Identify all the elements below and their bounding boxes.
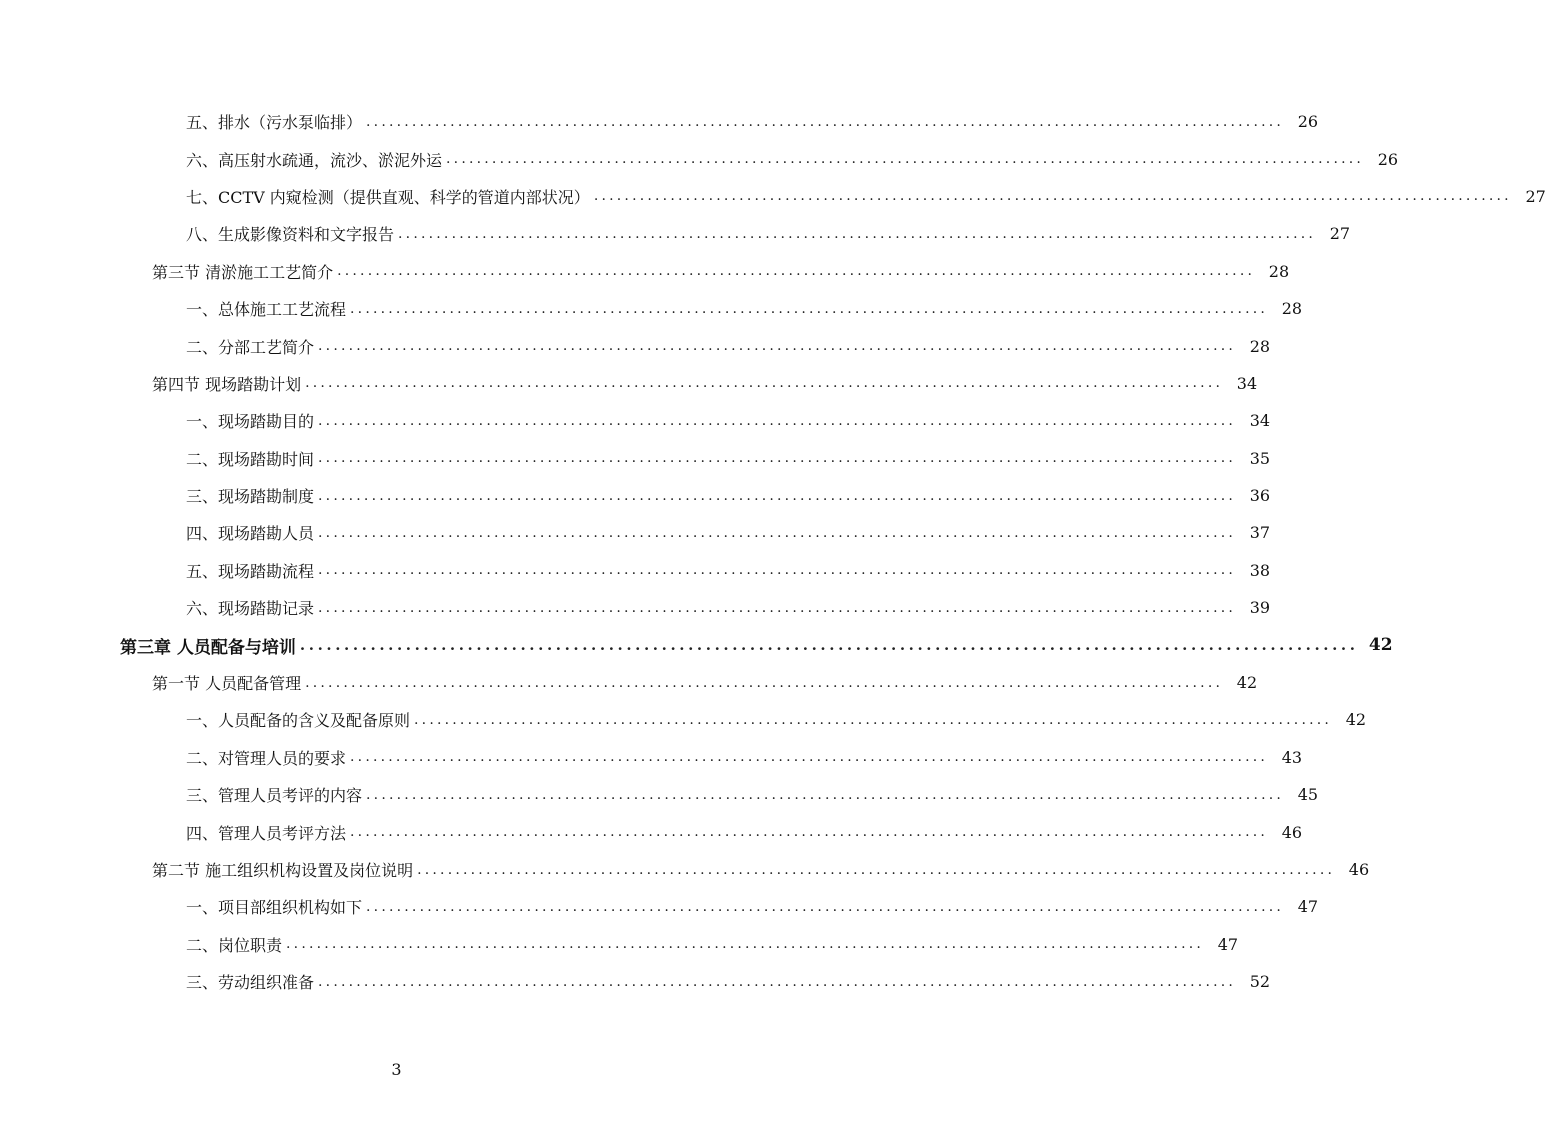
dot-leader: ........................................................................................................................: [414, 711, 1333, 728]
toc-subsection-entry[interactable]: [0, 813, 1303, 850]
toc-entry-title: 六、高压射水疏通，流沙、淤泥外运: [186, 150, 443, 170]
toc-subsection-entry[interactable]: [0, 701, 1367, 738]
dot-leader: ........................................................................................................................: [366, 898, 1285, 915]
toc-subsection-entry[interactable]: [0, 327, 1271, 364]
dot-leader: ........................................................................................................................: [366, 786, 1285, 803]
toc-section-entry[interactable]: [0, 365, 1258, 402]
dot-leader: ........................................................................................................................: [318, 524, 1237, 541]
dot-leader: ........................................................................................................................: [318, 973, 1237, 990]
toc-entry-page: 46: [1281, 822, 1303, 842]
toc-entry-title: 二、现场踏勘时间: [186, 449, 315, 469]
toc-entry-title: 六、现场踏勘记录: [186, 599, 315, 619]
toc-entry-title: 第二节 施工组织机构设置及岗位说明: [152, 861, 414, 880]
toc-entry-page: 47: [1297, 897, 1319, 917]
toc-entry-title: 四、管理人员考评方法: [186, 823, 347, 843]
toc-subsection-entry[interactable]: [0, 178, 1546, 215]
toc-subsection-entry[interactable]: [0, 215, 1351, 252]
toc-entry-page: 45: [1297, 785, 1319, 805]
dot-leader: ........................................................................................................................: [305, 674, 1224, 691]
toc-entry-page: 42: [1368, 635, 1393, 656]
toc-section-entry[interactable]: [0, 253, 1290, 290]
toc-entry-page: 28: [1249, 336, 1271, 356]
toc-subsection-entry[interactable]: [0, 477, 1271, 514]
toc-entry-title: 四、现场踏勘人员: [186, 524, 315, 544]
toc-entry-title: 五、现场踏勘流程: [186, 561, 315, 581]
toc-entry-title: 二、分部工艺简介: [186, 337, 315, 357]
toc-subsection-entry[interactable]: [0, 440, 1271, 477]
toc-entry-page: 26: [1377, 149, 1399, 169]
toc-subsection-entry[interactable]: [0, 776, 1319, 813]
toc-entry-page: 35: [1249, 448, 1271, 468]
toc-entry-title: 一、现场踏勘目的: [186, 412, 315, 432]
toc-subsection-entry[interactable]: [0, 926, 1239, 963]
toc-entry-page: 36: [1249, 486, 1271, 506]
toc-subsection-entry[interactable]: [0, 140, 1399, 177]
dot-leader: ........................................................................................................................: [286, 936, 1205, 953]
toc-entry-page: 39: [1249, 598, 1271, 618]
dot-leader: ........................................................................................................................: [318, 487, 1237, 504]
toc-entry-title: 二、岗位职责: [186, 935, 283, 955]
toc-subsection-entry[interactable]: [0, 963, 1271, 1000]
toc-entry-page: 38: [1249, 560, 1271, 580]
toc-entry-page: 46: [1348, 860, 1370, 879]
toc-subsection-entry[interactable]: [0, 103, 1319, 140]
dot-leader: ........................................................................................................................: [350, 749, 1269, 766]
toc-subsection-entry[interactable]: [0, 739, 1303, 776]
toc-entry-title: 第三节 清淤施工工艺简介: [152, 262, 334, 282]
toc-subsection-entry[interactable]: [0, 402, 1271, 439]
toc-subsection-entry[interactable]: [0, 589, 1271, 626]
toc-entry-page: 34: [1236, 373, 1258, 393]
toc-subsection-entry[interactable]: [0, 290, 1303, 327]
dot-leader: ........................................................................................................................: [299, 636, 1359, 655]
toc-entry-page: 47: [1217, 934, 1239, 954]
toc-entry-page: 27: [1525, 186, 1546, 206]
toc-entry-page: 27: [1329, 224, 1351, 244]
toc-chapter-entry[interactable]: [0, 626, 1393, 663]
toc-entry-title: 二、对管理人员的要求: [186, 748, 347, 768]
toc-entry-page: 42: [1345, 710, 1367, 730]
toc-entry-page: 37: [1249, 523, 1271, 543]
toc-entry-title: 第三章 人员配备与培训: [120, 637, 296, 658]
toc-entry-title: 第四节 现场踏勘计划: [152, 374, 302, 394]
toc-entry-title: 八、生成影像资料和文字报告: [186, 225, 395, 245]
toc-subsection-entry[interactable]: [0, 552, 1271, 589]
toc-entry-page: 52: [1249, 972, 1271, 992]
dot-leader: ........................................................................................................................: [350, 824, 1269, 841]
dot-leader: ........................................................................................................................: [350, 300, 1269, 317]
toc-subsection-entry[interactable]: [0, 888, 1319, 925]
toc-entry-title: 一、总体施工工艺流程: [186, 300, 347, 320]
page-number: 3: [391, 1060, 402, 1079]
dot-leader: ........................................................................................................................: [593, 188, 1512, 205]
toc-entry-title: 五、排水（污水泵临排）: [186, 113, 363, 133]
dot-leader: ........................................................................................................................: [318, 450, 1237, 467]
toc-entry-page: 42: [1236, 673, 1258, 693]
dot-leader: ........................................................................................................................: [417, 861, 1336, 878]
toc-entry-title: 七、CCTV 内窥检测（提供直观、科学的管道内部状况）: [186, 187, 590, 207]
toc-entry-page: 43: [1281, 747, 1303, 767]
toc-subsection-entry[interactable]: [0, 514, 1271, 551]
dot-leader: ........................................................................................................................: [398, 225, 1317, 242]
toc-entry-page: 26: [1297, 112, 1319, 132]
toc-entry-title: 三、管理人员考评的内容: [186, 786, 363, 806]
dot-leader: ........................................................................................................................: [366, 113, 1285, 130]
toc-entry-title: 第一节 人员配备管理: [152, 674, 302, 694]
toc-section-entry[interactable]: [0, 851, 1370, 888]
dot-leader: ........................................................................................................................: [318, 562, 1237, 579]
toc-entry-page: 28: [1281, 299, 1303, 319]
toc-entry-title: 三、现场踏勘制度: [186, 487, 315, 507]
toc-entry-page: 28: [1268, 261, 1290, 281]
dot-leader: ........................................................................................................................: [318, 599, 1237, 616]
toc-entry-title: 三、劳动组织准备: [186, 973, 315, 993]
toc-entry-page: 34: [1249, 411, 1271, 431]
dot-leader: ........................................................................................................................: [446, 151, 1365, 168]
dot-leader: ........................................................................................................................: [318, 338, 1237, 355]
toc-entry-title: 一、人员配备的含义及配备原则: [186, 711, 411, 731]
dot-leader: ........................................................................................................................: [305, 375, 1224, 392]
dot-leader: ........................................................................................................................: [337, 263, 1256, 280]
toc-section-entry[interactable]: [0, 664, 1258, 701]
toc-entry-title: 一、项目部组织机构如下: [186, 898, 363, 918]
dot-leader: ........................................................................................................................: [318, 412, 1237, 429]
table-of-contents: [0, 103, 1546, 1000]
